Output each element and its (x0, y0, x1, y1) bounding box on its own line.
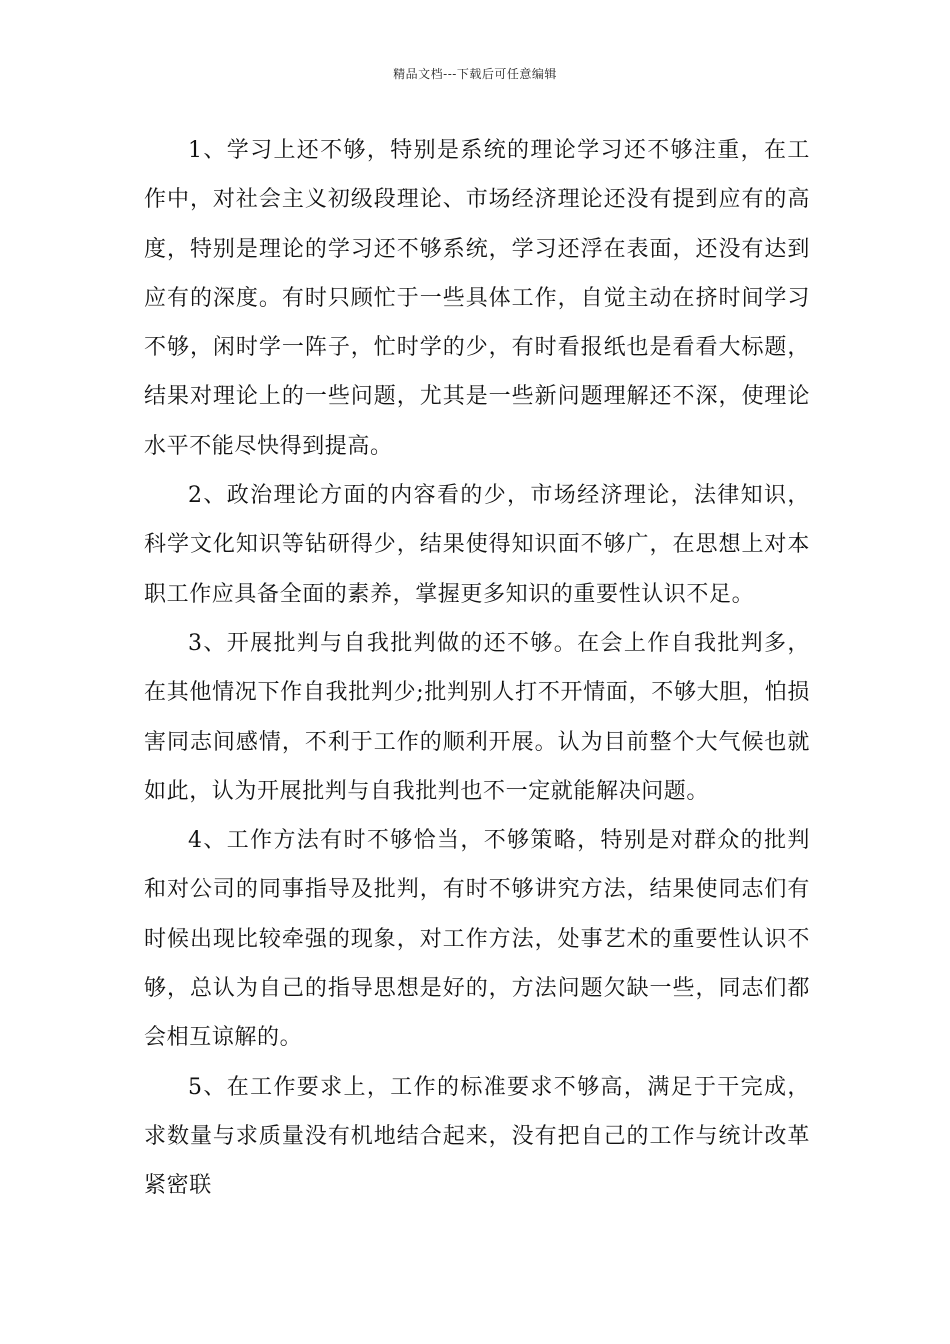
page-header: 精品文档---下载后可任意编辑 (393, 67, 557, 81)
document-body (144, 126, 810, 1211)
paragraph-2: 2、政治理论方面的内容看的少，市场经济理论，法律知识，科学文化知识等钻研得少，结果使得知识面不够广，在思想上对本职工作应具备全面的素养，掌握更多知识的重要性认识不足。 (144, 483, 810, 607)
paragraph-3: 3、开展批判与自我批判做的还不够。在会上作自我批判多，在其他情况下作自我批判少;批判别人打不开情面，不够大胆，怕损害同志间感情，不利于工作的顺利开展。认为目前整个大气候也就如此，认为开展批判与自我批判也不一定就能解决问题。 (144, 630, 810, 804)
paragraph-4: 4、工作方法有时不够恰当，不够策略，特别是对群众的批判和对公司的同事指导及批判，有时不够讲究方法，结果使同志们有时候出现比较牵强的现象，对工作方法，处事艺术的重要性认识不够，总认为自己的指导思想是好的，方法问题欠缺一些，同志们都会相互谅解的。 (144, 828, 810, 1051)
paragraph-1: 1、学习上还不够，特别是系统的理论学习还不够注重，在工作中，对社会主义初级段理论、市场经济理论还没有提到应有的高度，特别是理论的学习还不够系统，学习还浮在表面，还没有达到应有的深度。有时只顾忙于一些具体工作，自觉主动在挤时间学习不够，闲时学一阵子，忙时学的少，有时看报纸也是看看大标题，结果对理论上的一些问题，尤其是一些新问题理解还不深，使理论水平不能尽快得到提高。 (144, 138, 810, 459)
paragraph-5: 5、在工作要求上，工作的标准要求不够高，满足于干完成，求数量与求质量没有机地结合起来，没有把自己的工作与统计改革紧密联 (144, 1074, 810, 1199)
